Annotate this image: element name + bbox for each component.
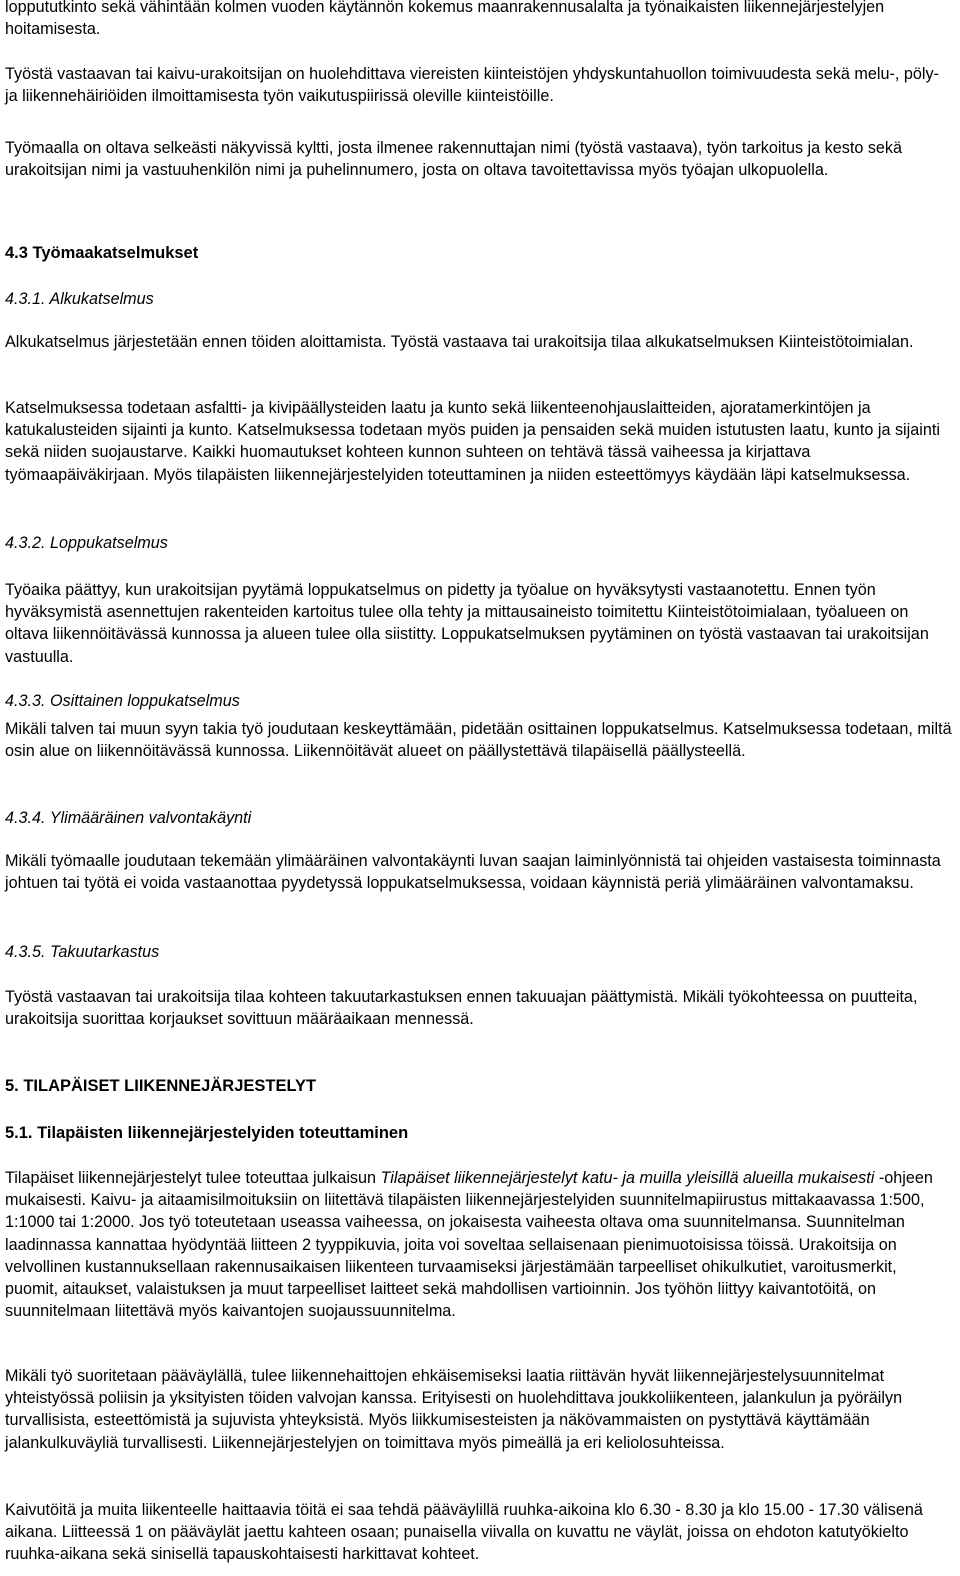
- paragraph-intro: loppututkinto sekä vähintään kolmen vuoden käytännön kokemus maanrakennusalalta ja työnaikaisten liikennejärjestelyjen hoitamisesta.: [5, 0, 885, 39]
- heading-4-3-5: 4.3.5. Takuutarkastus: [5, 943, 160, 961]
- heading-4-3-2: 4.3.2. Loppukatselmus: [5, 534, 168, 552]
- paragraph-5-1-a-rest: -ohjeen mukaisesti. Kaivu- ja aitaamisilmoituksiin on liitettävä tilapäisten liikennejärjestelyiden suunnitelmapiirustus mittakaavassa 1:500, 1:1000 tai 1:2000. Jos työ toteutetaan useassa vaiheessa, on jokaisesta vaiheesta oltava oma suunnitelmansa. Suunnitelman laadinnassa kannattaa hyödyntää liitteen 2 tyyppikuvia, joita voi soveltaa sellaisenaan pienimuotoisissa töissä. Urakoitsija on velvollinen kustannuksellaan rakennusaikaisen liikenteen turvaamiseksi järjestämään tarpeelliset ohikulkutiet, varoitusmerkit, puomit, aitaukset, valaistuksen ja muut tarpeelliset laitteet sekä mahdollisen vartioinnin. Jos työhön liittyy kaivantotöitä, on suunnitelmaan liitettävä myös kaivantojen suojaussuunnitelma.: [5, 1169, 933, 1321]
- guide-title: Tilapäiset liikennejärjestelyt katu- ja muilla yleisillä alueilla mukaisesti: [380, 1169, 875, 1187]
- paragraph-4-3-1-b: Katselmuksessa todetaan asfaltti- ja kivipäällysteiden laatu ja kunto sekä liikenteenohjauslaitteiden, ajoratamerkintöjen ja katukalusteiden sijainti ja kunto. Katselmuksessa todetaan myös puiden ja pensaiden sekä muiden istutusten laatu, kunto ja sijainti sekä niiden suojaustarve. Kaikki huomautukset kohteen kunnon suhteen on tehtävä tässä vaiheessa ja kirjattava työmaapäiväkirjaan. Myös tilapäisten liikennejärjestelyiden toteuttaminen ja niiden esteettömyys käydään läpi katselmuksessa.: [5, 399, 940, 484]
- paragraph-4-3-5: Työstä vastaavan tai urakoitsija tilaa kohteen takuutarkastuksen ennen takuuajan päättymistä. Mikäli työkohteessa on puutteita, urakoitsija suorittaa korjaukset sovittuun määräaikaan mennessä.: [5, 988, 918, 1029]
- paragraph-4-3-1-a: Alkukatselmus järjestetään ennen töiden aloittamista. Työstä vastaava tai urakoitsija tilaa alkukatselmuksen Kiinteistötoimialan.: [5, 333, 914, 351]
- heading-4-3-3: 4.3.3. Osittainen loppukatselmus: [5, 692, 240, 710]
- paragraph-5-1-a-start: Tilapäiset liikennejärjestelyt tulee toteuttaa julkaisun: [5, 1169, 381, 1187]
- heading-4-3-4: 4.3.4. Ylimääräinen valvontakäynti: [5, 809, 252, 827]
- paragraph-notice: Työstä vastaavan tai kaivu-urakoitsijan on huolehdittava viereisten kiinteistöjen yhdyskuntahuollon toimivuudesta sekä melu-, pöly- ja liikennehäiriöiden ilmoittamisesta työn vaikutuspiirissä oleville kiinteistöille.: [5, 65, 939, 106]
- paragraph-5-1-b: Mikäli työ suoritetaan pääväylällä, tulee liikennehaittojen ehkäisemiseksi laatia riittävän hyvät liikennejärjestelysuunnitelmat yhteistyössä poliisin ja yksityisten töiden valvojan kanssa. Erityisesti on huolehdittava joukkoliikenteen, jalankulun ja pyöräilyn turvallisista, esteettömistä ja sujuvista yhteyksistä. Myös liikkumisesteisten ja näkövammaisten on pystyttävä käyttämään jalankulkuväyliä turvallisesti. Liikennejärjestelyjen on toimittava myös pimeällä ja eri keliolosuhteissa.: [5, 1367, 903, 1452]
- paragraph-site-sign: Työmaalla on oltava selkeästi näkyvissä kyltti, josta ilmenee rakennuttajan nimi (työstä vastaava), työn tarkoitus ja kesto sekä urakoitsijan nimi ja vastuuhenkilön nimi ja puhelinnumero, josta on oltava tavoitettavissa myös työajan ulkopuolella.: [5, 139, 903, 180]
- paragraph-5-1-a: [5, 1167, 953, 1322]
- paragraph-4-3-4: Mikäli työmaalle joudutaan tekemään ylimääräinen valvontakäynti luvan saajan laiminlyönnistä tai ohjeiden vastaisesta toiminnasta johtuen tai työtä ei voida vastaanottaa pyydetyssä loppukatselmuksessa, voidaan käynnistä periä ylimääräinen valvontamaksu.: [5, 852, 941, 893]
- paragraph-4-3-3: Mikäli talven tai muun syyn takia työ joudutaan keskeyttämään, pidetään osittainen loppukatselmus. Katselmuksessa todetaan, miltä osin alue on liikennöitävässä kunnossa. Liikennöitävät alueet on päällystettävä tilapäisellä päällysteellä.: [5, 720, 952, 761]
- heading-5-1: 5.1. Tilapäisten liikennejärjestelyiden toteuttaminen: [5, 1124, 409, 1142]
- heading-4-3-1: 4.3.1. Alkukatselmus: [5, 290, 154, 308]
- paragraph-5-1-c: Kaivutöitä ja muita liikenteelle haittaavia töitä ei saa tehdä pääväylillä ruuhka-aikoina klo 6.30 - 8.30 ja klo 15.00 - 17.30 välisenä aikana. Liitteessä 1 on pääväylät jaettu kahteen osaan; punaisella viivalla on kuvattu ne väylät, joissa on ehdoton katutyökielto ruuhka-aikana sekä sinisellä tapauskohtaisesti harkittavat kohteet.: [5, 1501, 923, 1564]
- heading-5: 5. TILAPÄISET LIIKENNEJÄRJESTELYT: [5, 1077, 317, 1095]
- paragraph-4-3-2: Työaika päättyy, kun urakoitsijan pyytämä loppukatselmus on pidetty ja työalue on hyväksytysti vastaanotettu. Ennen työn hyväksymistä asennettujen rakenteiden kartoitus tulee olla tehty ja mittausaineisto toimitettu Kiinteistötoimialaan, työalueen on oltava liikennöitävässä kunnossa ja alueen tulee olla siistitty. Loppukatselmuksen pyytäminen on työstä vastaavan tai urakoitsijan vastuulla.: [5, 581, 929, 666]
- heading-4-3: 4.3 Työmaakatselmukset: [5, 244, 199, 262]
